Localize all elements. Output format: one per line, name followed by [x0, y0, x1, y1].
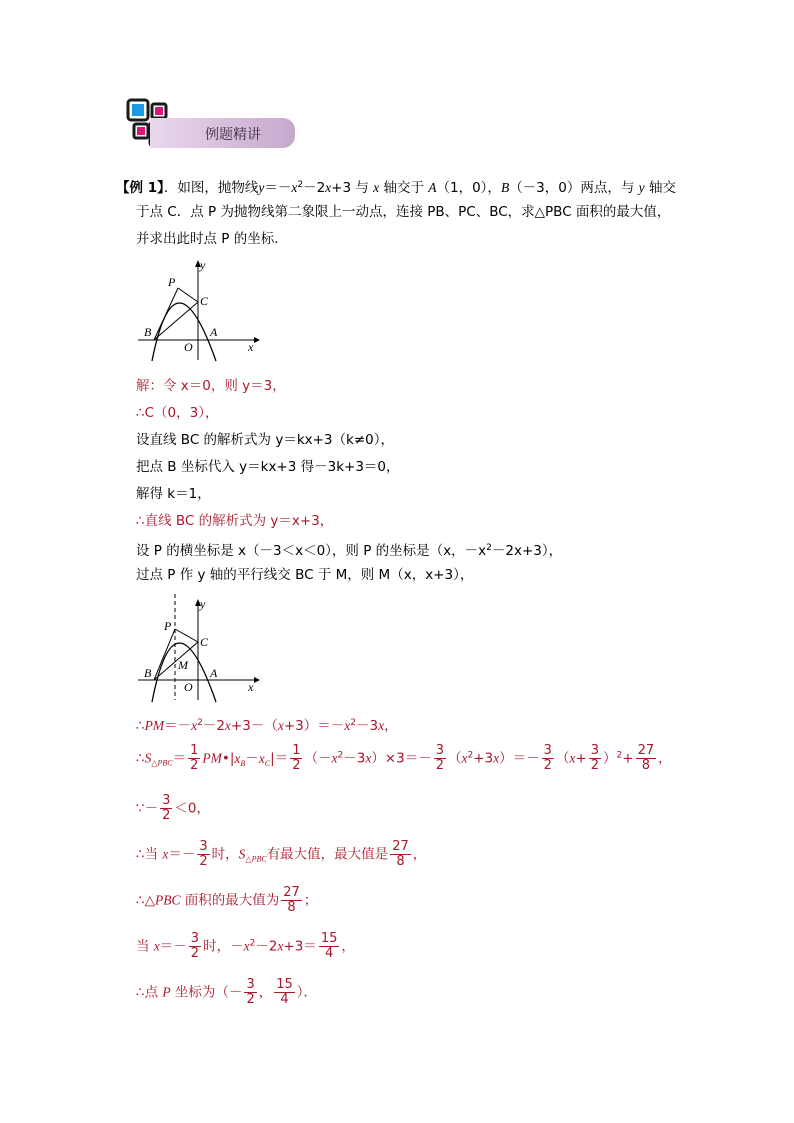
fig1-label-y: y [200, 258, 206, 272]
fig2-label-A: A [210, 666, 218, 680]
fig2-label-P: P [164, 619, 172, 633]
figure-1 [130, 255, 270, 365]
solution-line-3: 设直线 BC 的解析式为 y＝kx+3（k≠0）， [136, 432, 394, 448]
solution-line-11: ∵－ $\frac{3}{2}$ ＜0， [136, 793, 210, 823]
solution-line-9: $\therefore PM=-x^2-2x+3-(x+3)=-x^2-3x$， [136, 718, 398, 734]
solution-line-13: ∴△PBC 面积的最大值为 $\frac{27}{8}$ ； [136, 885, 318, 915]
fig2-label-B: B [144, 666, 152, 680]
fig1-label-B: B [144, 325, 152, 339]
solution-line-12: ∴当 x＝－ $\frac{3}{2}$ 时，$S_{\triangle PBC}$有最大值，最大值是 $\frac{27}{8}$ ， [136, 839, 427, 869]
solution-line-5: 解得 k＝1， [136, 486, 211, 502]
header-title: 例题精讲 [205, 127, 261, 143]
problem-line-3: 并求出此时点 P 的坐标． [136, 231, 288, 247]
fig2-label-y: y [200, 597, 206, 611]
fig1-label-O: O [184, 340, 193, 354]
fig2-label-O: O [184, 680, 193, 694]
fig2-label-M: M [178, 658, 188, 672]
solution-line-6: ∴直线 BC 的解析式为 y＝x+3， [136, 513, 334, 529]
solution-line-8: 过点 P 作 y 轴的平行线交 BC 于 M，则 M（x，x+3）， [136, 567, 474, 583]
solution-line-4: 把点 B 坐标代入 y＝kx+3 得－3k+3＝0， [136, 459, 400, 475]
problem-text-1: ．如图，抛物线 [163, 180, 259, 196]
fig1-label-P: P [168, 275, 176, 289]
problem-tag: 【例 1】 [116, 180, 164, 196]
fig1-label-A: A [210, 325, 218, 339]
figure-2 [130, 592, 270, 704]
solution-line-10: $\therefore S_{\triangle PBC}=$ $\frac{1}{2}$ $PM•|x_B-x_C|=$ $\frac{1}{2}$ $(-x^2-3x)\times 3=-$ $\frac{3}{2}$ $(x^2+3x)=-$ $\frac{3}{2}$ （x+ $\frac{3}{2}$ ）$^2$+ $\frac{27}{8}$ ， [136, 743, 672, 773]
solution-line-2: ∴C（0，3）， [136, 405, 219, 421]
problem-line-2: 于点 C．点 P 为抛物线第二象限上一动点，连接 PB、PC、BC，求△PBC 面积的最大值， [136, 204, 671, 220]
fig1-label-x: x [248, 340, 254, 354]
solution-line-1: 解：令 x＝0，则 y＝3， [136, 378, 286, 394]
problem-line-1: 【例 1】．如图，抛物线$y=-x^2-2x+3$ 与 x 轴交于 A（1，0），B（－3，0）两点，与 y 轴交 [116, 180, 676, 196]
solution-line-15: ∴点 P 坐标为（－ $\frac{3}{2}$ ， $\frac{15}{4}$ ）． [136, 977, 318, 1007]
fig1-label-C: C [200, 294, 209, 308]
fig2-label-C: C [200, 635, 209, 649]
fig2-label-x: x [248, 680, 254, 694]
solution-line-14: 当 x＝－ $\frac{3}{2}$ 时，$-x^2-2x+3=$ $\frac{15}{4}$ ， [136, 931, 355, 961]
solution-line-7: 设 P 的横坐标是 x（－3＜x＜0），则 P 的坐标是（x，$-x^2-2x+3$）， [136, 543, 563, 559]
